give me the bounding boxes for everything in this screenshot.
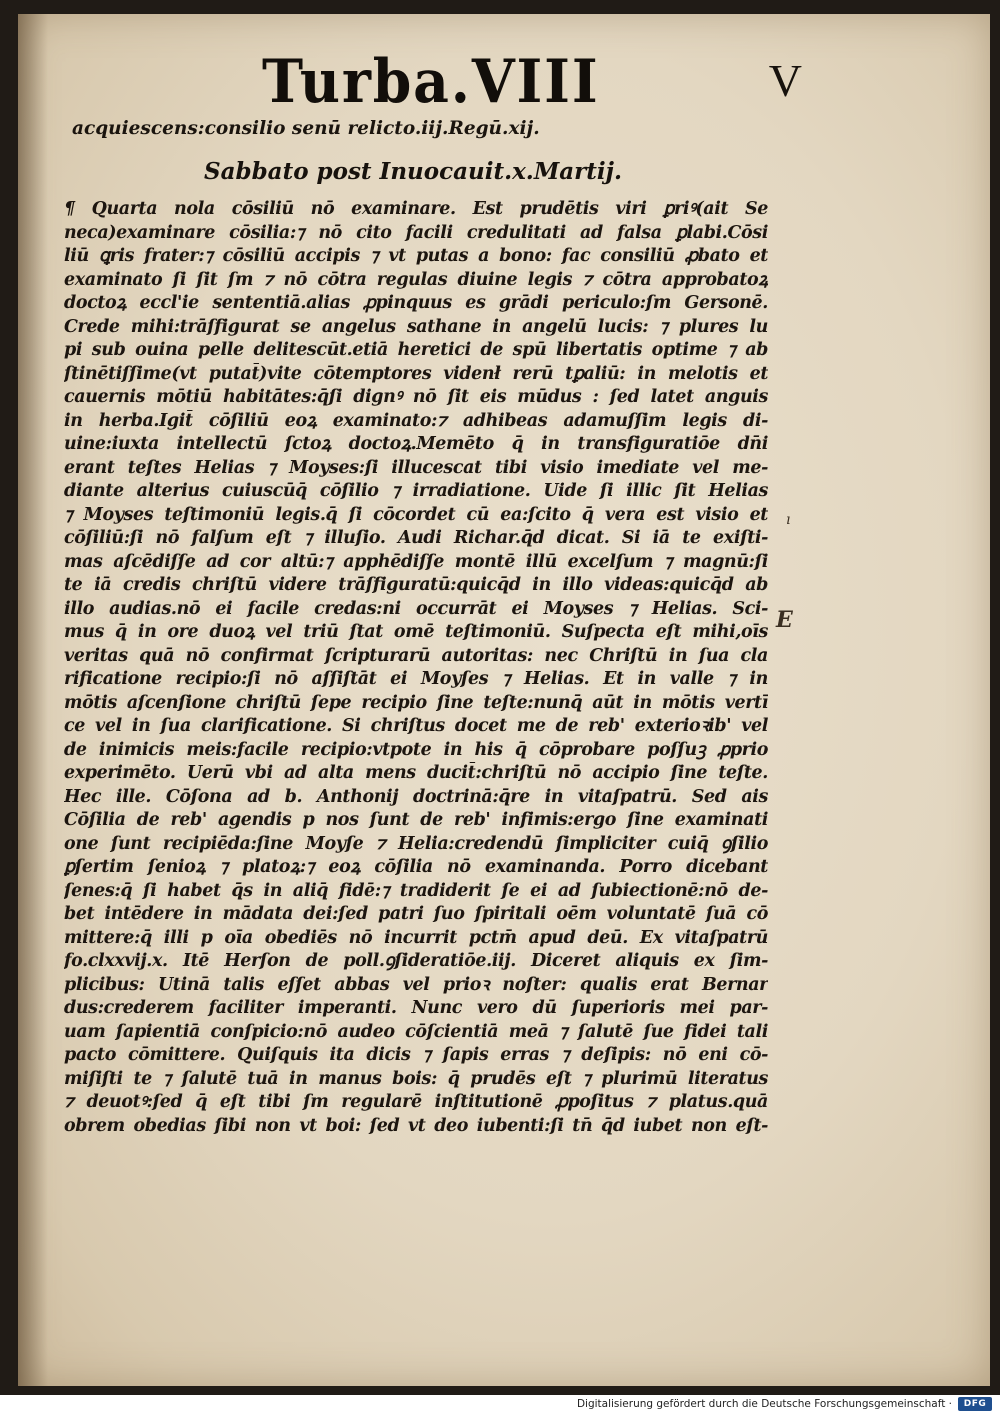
text-line: obrem obedias ſibi non vt boi: ſed vt deo iubenti:ſi tn̄ q̄d iubet non eſt- — [64, 1115, 768, 1136]
text-line: pi sub ouina pelle delitescūt.etiā heretici de spū libertatis optime ⁊ ab — [64, 340, 768, 360]
running-title: Turba.VIII — [262, 47, 600, 117]
text-line: ⁊ deuotꝰ:ſed q̄ eſt tibi ſm regularē inſtitutionē ꝓpoſitus ⁊ platus.quā — [64, 1092, 768, 1112]
margin-note: ı — [786, 512, 791, 528]
text-line: mittere:q̄ illi p oīa obediēs nō incurrit pctm̄ apud deū. Ex vitaſpatrū — [64, 927, 768, 948]
text-line: cōſiliū:ſi nō falſum eſt ⁊ illuſio. Audi Richar.q̄d dicat. Si iā te exiſti- — [64, 528, 768, 548]
text-line: Cōſilia de reb' agendis p nos ſunt de reb' infimis:ergo ſine examinati — [64, 810, 768, 830]
text-line: illo audias.nō ei facile credas:ni occurrāt ei Moyses ⁊ Helias. Sci- — [64, 598, 768, 619]
text-line: plicibus: Utinā talis eſſet abbas vel prioꝛ noſter: qualis erat Bernar — [64, 974, 768, 995]
text-line: ſenes:q̄ ſi habet q̄s in aliq̄ fidē:⁊ tradiderit ſe ei ad ſubiectionē:nō de- — [64, 880, 768, 901]
margin-note: E — [776, 607, 793, 633]
body-text — [64, 198, 768, 1138]
text-line: ⁊ Moyses teſtimoniū legis.q̄ ſi cōcordet cū ea:ſcito q̄ vera est visio et — [64, 504, 768, 525]
text-line: ꝑſertim ſenioꝝ ⁊ platoꝝ:⁊ eoꝝ cōſilia nō examinanda. Porro dicebant — [64, 857, 768, 877]
rubric-heading: Sabbato post Inuocauit.x.Martij. — [204, 158, 622, 185]
text-line: miſiſti te ⁊ ſalutē tuā in manus bois: q̄ prudēs eſt ⁊ plurimū literatus — [64, 1068, 768, 1089]
folio-number: V — [768, 55, 802, 106]
text-line: te iā credis chriſtū videre trāſfiguratū:quicq̄d in illo videas:quicq̄d ab — [64, 575, 768, 595]
text-line: de inimicis meis:facile recipio:vtpote in his q̄ cōprobare poſſuꝫ ꝓprio — [64, 739, 768, 760]
text-line: examinato ſi ſit ſm ⁊ nō cōtra regulas diuine legis ⁊ cōtra approbatoꝝ — [64, 269, 768, 290]
text-line: Hec ille. Cōſona ad b. Anthonij doctrinā:q̄re in vitaſpatrū. Sed ais — [64, 786, 768, 807]
text-line: in herba.Igit̄ cōſiliū eoꝝ examinato:⁊ adhibeas adamuſſim legis di- — [64, 410, 768, 431]
text-line: fo.clxxvij.x. Itē Herſon de poll.ꝯſideratiōe.iij. Diceret aliquis ex ſim- — [64, 951, 768, 971]
text-line: ſtinētiſſime(vt putat̄)vite cōtemptores videnł rerū tꝑaliū: in melotis et — [64, 363, 768, 384]
text-line: mus q̄ in ore duoꝝ vel triū ſtat omē teſtimoniū. Suſpecta eſt mihi,oīs — [64, 622, 768, 642]
text-line: cauernis mōtiū habitātes:q̄ſi dignꝰ nō ſit eis mūdus : ſed latet anguis — [64, 387, 768, 407]
page-header — [262, 42, 802, 122]
text-line: erant teſtes Helias ⁊ Moyses:ſi illucescat tibi visio imediate vel me- — [64, 457, 768, 478]
text-line: liū ꝗris frater:⁊ cōsiliū accipis ⁊ vt putas a bono: fac consiliū ꝓbato et — [64, 246, 768, 266]
text-line: experimēto. Uerū vbi ad alta mens ducit̄:chriſtū nō accipio ſine teſte. — [64, 763, 768, 783]
text-line: diante alterius cuiuscūq̄ cōſilio ⁊ irradiatione. Uide ſi illic ſit Helias — [64, 481, 768, 501]
continuation-line: acquiescens:consilio senū relicto.iij.Regū.xij. — [72, 118, 540, 139]
footer-bar — [0, 1395, 1000, 1413]
text-line: dus:crederem faciliter imperanti. Nunc vero dū ſuperioris mei par- — [64, 998, 768, 1018]
binding-shadow — [18, 14, 48, 1386]
text-line: ce vel in ſua clarificatione. Si chriſtus docet me de reb' exterioꝛib' vel — [64, 716, 768, 736]
text-line: neca)examinare cōsilia:⁊ nō cito facili credulitati ad falsa ꝑlabi.Cōsi — [64, 222, 768, 243]
text-line: ¶ Quarta nola cōsiliū nō examinare. Est prudētis viri ꝑriꝰ(ait Se — [64, 199, 768, 219]
text-line: veritas quā nō confirmat ſcripturarū autoritas: nec Chriſtū in ſua cla — [64, 645, 768, 666]
dfg-logo: DFG — [958, 1397, 992, 1411]
text-line: doctoꝝ eccl'ie sententiā.alias ꝓpinquus es grādi periculo:ſm Gersonē. — [64, 293, 768, 313]
funding-credit: Digitalisierung gefördert durch die Deutsche Forschungsgemeinschaft · — [576, 1398, 952, 1410]
text-line: rificatione recipio:ſi nō aſſiſtāt ei Moyſes ⁊ Helias. Et in valle ⁊ in — [64, 669, 768, 689]
text-line: uam ſapientiā conſpicio:nō audeo cōſcientiā meā ⁊ ſalutē ſue fidei tali — [64, 1021, 768, 1042]
text-line: uine:iuxta intellectū ſctoꝝ doctoꝝ.Memēto q̄ in transfiguratiōe dn̄i — [64, 434, 768, 454]
text-line: mōtis aſcenſione chriſtū ſepe recipio ſine teſte:nunq̄ aūt in mōtis vertī — [64, 692, 768, 713]
text-line: pacto cōmittere. Quiſquis ita dicis ⁊ ſapis erras ⁊ deſipis: nō eni cō- — [64, 1045, 768, 1065]
text-line: Crede mihi:trāſfigurat se angelus sathane in angelū lucis: ⁊ plures lu — [64, 316, 768, 337]
text-line: bet intēdere in mādata dei:ſed patri ſuo ſpiritali oēm voluntatē ſuā cō — [64, 904, 768, 924]
text-line: one ſunt recipiēda:ſine Moyſe ⁊ Helia:credendū ſimpliciter cuiq̄ ꝯſilio — [64, 833, 768, 854]
text-line: mas aſcēdiſſe ad cor altū:⁊ apphēdiſſe montē illū excelſum ⁊ magnū:ſi — [64, 551, 768, 572]
